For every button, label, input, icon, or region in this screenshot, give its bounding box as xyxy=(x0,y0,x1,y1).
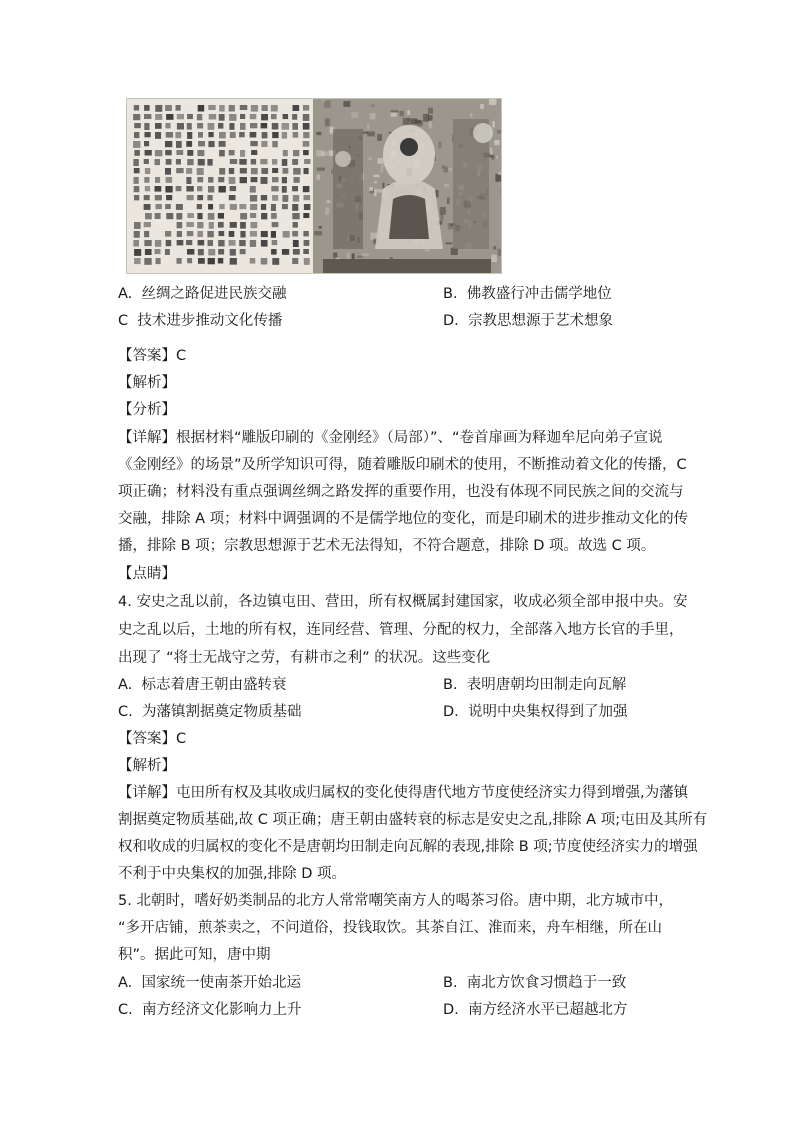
frontispiece-illustration xyxy=(313,99,501,273)
q4-answer: 【答案】C xyxy=(118,731,187,747)
q3-detail-line: 播，排除 B 项；宗教思想源于艺术无法得知，不符合题意，排除 D 项。故选 C 项。 xyxy=(118,538,656,554)
q3-fenxi-tag: 【分析】 xyxy=(118,402,176,418)
q5-option-b: B. 南北方饮食习惯趋于一致 xyxy=(443,975,627,991)
q4-stem-line: 出现了 “将士无战守之劳，有耕市之利” 的状况。这些变化 xyxy=(118,650,491,666)
q5-option-c: C. 南方经济文化影响力上升 xyxy=(118,1002,302,1018)
q4-stem-line: 史之乱以后，土地的所有权，连同经营、管理、分配的权力，全部落入地方长官的手里， xyxy=(118,622,684,638)
q5-stem-line: “多开店铺，煎茶卖之，不问道俗，投钱取饮。其茶自江、淮而来，舟车相继，所在山 xyxy=(118,920,663,936)
q4-option-c: C. 为藩镇割据奠定物质基础 xyxy=(118,704,302,720)
q3-answer: 【答案】C xyxy=(118,348,187,364)
q4-detail-line: 割据奠定物质基础,故 C 项正确；唐王朝由盛转衰的标志是安史之乱,排除 A 项;屯田及其所有 xyxy=(118,812,708,828)
q3-option-d: D. 宗教思想源于艺术想象 xyxy=(443,313,613,329)
q5-option-a: A. 国家统一使南茶开始北运 xyxy=(118,975,301,991)
q4-analysis-tag: 【解析】 xyxy=(118,758,176,774)
sutra-text-scan xyxy=(127,99,313,273)
q5-option-d: D. 南方经济水平已超越北方 xyxy=(443,1002,628,1018)
q3-dianjing-tag: 【点睛】 xyxy=(118,566,176,582)
q3-detail-line: 【详解】根据材料“雕版印刷的《金刚经》（局部）”、“卷首扉画为释迦牟尼向弟子宣说 xyxy=(118,430,663,446)
q4-option-d: D. 说明中央集权得到了加强 xyxy=(443,704,628,720)
q4-detail-line: 权和收成的归属权的变化不是唐朝均田制走向瓦解的表现,排除 B 项;节度使经济实力的增强 xyxy=(118,839,698,855)
q3-detail-line: 《金刚经》的场景”及所学知识可得，随着雕版印刷术的使用，不断推动着文化的传播，C xyxy=(118,457,687,473)
q5-stem-line: 5. 北朝时，嗜好奶类制品的北方人常常嘲笑南方人的喝茶习俗。唐中期，北方城市中， xyxy=(118,893,673,909)
q3-option-a: A. 丝绸之路促进民族交融 xyxy=(118,286,287,302)
q4-detail-line: 【详解】屯田所有权及其收成归属权的变化使得唐代地方节度使经济实力得到增强,为藩镇 xyxy=(118,785,689,801)
diamond-sutra-image xyxy=(126,98,502,274)
q3-detail-line: 项正确；材料没有重点强调丝绸之路发挥的重要作用，也没有体现不同民族之间的交流与 xyxy=(118,484,684,500)
q5-stem-line: 积”。据此可知，唐中期 xyxy=(118,947,271,963)
q4-option-b: B. 表明唐朝均田制走向瓦解 xyxy=(443,677,627,693)
q3-option-b: B. 佛教盛行冲击儒学地位 xyxy=(443,286,612,302)
q3-detail-line: 交融，排除 A 项；材料中调强调的不是儒学地位的变化，而是印刷术的进步推动文化的传 xyxy=(118,511,689,527)
q3-analysis-tag: 【解析】 xyxy=(118,375,176,391)
q4-stem-line: 4. 安史之乱以前，各边镇屯田、营田，所有权概属封建国家，收成必须全部申报中央。安 xyxy=(118,594,688,610)
q3-option-c: C 技术进步推动文化传播 xyxy=(118,313,283,329)
q4-option-a: A. 标志着唐王朝由盛转衰 xyxy=(118,677,287,693)
q4-detail-line: 不利于中央集权的加强,排除 D 项。 xyxy=(118,866,346,882)
